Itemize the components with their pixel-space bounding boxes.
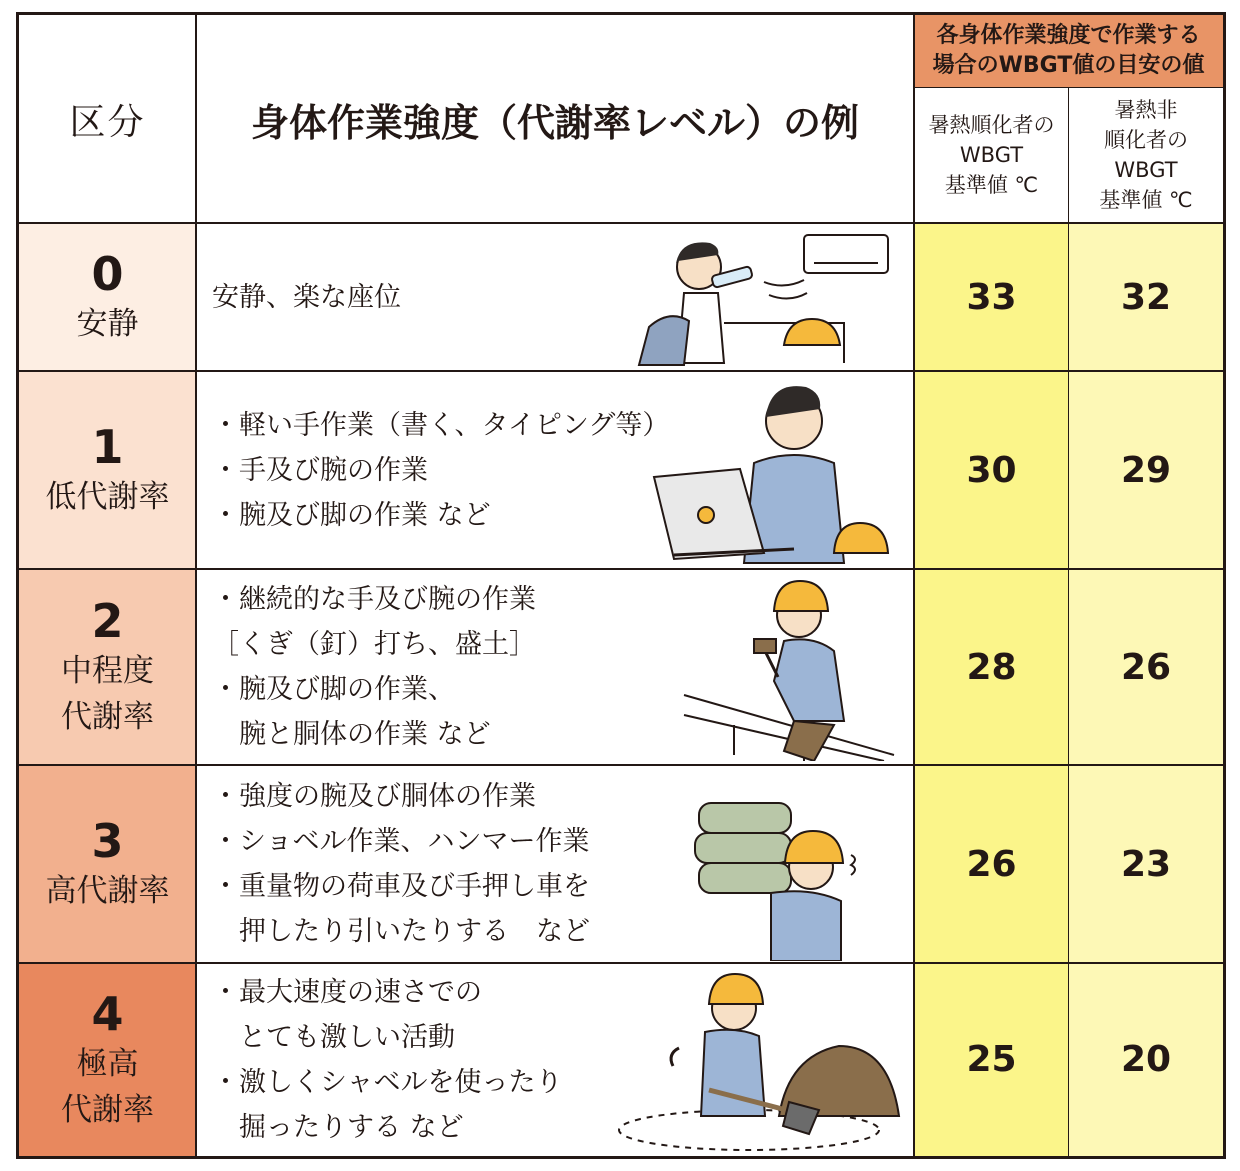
grid-line [19,764,1223,766]
header-not-acclimatized-line: 暑熱非 [1114,98,1178,122]
example-line: ・腕及び脚の作業、 [212,674,455,705]
example-line: とても激しい活動 [212,1021,455,1053]
acclimatized-value: 33 [966,276,1017,318]
header-not-acclimatized-line: 順化者の [1104,128,1188,152]
acclimatized-value: 25 [966,1039,1017,1080]
category-label: 低代謝率 [45,479,170,515]
header-examples [196,15,914,223]
not-acclimatized-value: 29 [1120,449,1172,491]
header-category-label: 区分 [69,101,146,143]
category-label: 極高 [76,1045,139,1082]
category-cell-1 [19,371,196,569]
grid-line [19,962,1223,964]
acclimatized-value: 28 [966,646,1017,688]
laptop-worker-icon [644,377,904,565]
example-line: ・軽い手作業（書く、タイピング等） [212,409,670,441]
example-line: ・激しくシャベルを使ったり [212,1066,563,1098]
acclimatized-value-1 [914,371,1069,569]
header-not-acclimatized [1069,87,1223,223]
header-acclimatized [914,87,1069,223]
not-acclimatized-value-0 [1069,223,1223,371]
example-line: ・継続的な手及び腕の作業 [212,584,536,615]
shoveling-worker-icon [609,970,909,1154]
header-wbgt-line1: 各身体作業強度で作業する [936,23,1201,48]
not-acclimatized-value-4 [1069,963,1223,1156]
category-cell-0 [19,223,196,371]
header-acclimatized-line: WBGT [959,143,1024,167]
category-number: 0 [91,247,124,301]
category-label: 代謝率 [61,1091,154,1128]
header-not-acclimatized-line: 基準値 ℃ [1099,188,1193,212]
seated-man-drinking-icon [614,227,894,367]
acclimatized-value-3 [914,765,1069,963]
category-number: 2 [91,594,124,648]
category-number: 1 [91,420,124,474]
category-cell-2 [19,569,196,765]
grid-line [19,222,1223,224]
header-examples-label: 身体作業強度（代謝率レベル）の例 [250,100,859,145]
example-line: ・強度の腕及び胴体の作業 [212,781,536,812]
header-acclimatized-line: 暑熱順化者の [928,113,1055,137]
category-number: 4 [91,986,124,1041]
grid-line [913,15,915,1156]
category-number: 3 [91,814,124,868]
category-label: 中程度 [61,653,154,689]
acclimatized-value: 30 [966,449,1017,491]
header-not-acclimatized-line: WBGT [1114,158,1178,182]
example-line: ・重量物の荷車及び手押し車を [212,871,590,902]
grid-line [195,15,197,1156]
category-label: 高代謝率 [45,873,170,909]
example-line: ・腕及び脚の作業 など [212,499,491,531]
wbgt-table [16,12,1226,1159]
example-line: 掘ったりする など [212,1111,464,1143]
acclimatized-value-0 [914,223,1069,371]
grid-line [1068,87,1069,1156]
example-line: ・手及び腕の作業 [212,454,428,486]
grid-line [19,370,1223,372]
header-category [19,15,196,223]
example-line: 押したり引いたりする など [212,916,590,947]
not-acclimatized-value: 32 [1120,276,1172,318]
not-acclimatized-value-2 [1069,569,1223,765]
category-label: 安静 [76,306,139,342]
header-wbgt-line2: 場合のWBGT値の目安の値 [932,53,1205,78]
category-cell-4 [19,963,196,1156]
grid-line [914,87,1223,88]
example-line: ・最大速度の速さでの [212,976,482,1008]
example-line: 安静、楽な座位 [212,281,401,313]
not-acclimatized-value: 20 [1120,1039,1172,1080]
header-acclimatized-line: 基準値 ℃ [944,173,1039,197]
acclimatized-value-4 [914,963,1069,1156]
not-acclimatized-value-1 [1069,371,1223,569]
header-wbgt-group [914,15,1223,87]
not-acclimatized-value: 23 [1120,843,1172,885]
acclimatized-value-2 [914,569,1069,765]
hammering-worker-icon [674,575,904,761]
example-line: ・ショベル作業、ハンマー作業 [212,826,590,857]
not-acclimatized-value: 26 [1120,646,1172,688]
category-cell-3 [19,765,196,963]
example-line: ［くぎ（釘）打ち、盛土］ [212,629,536,660]
carrying-bags-worker-icon [681,783,881,961]
example-line: 腕と胴体の作業 など [212,719,491,750]
category-label: 代謝率 [61,699,154,735]
not-acclimatized-value-3 [1069,765,1223,963]
grid-line [19,568,1223,570]
acclimatized-value: 26 [966,843,1017,885]
